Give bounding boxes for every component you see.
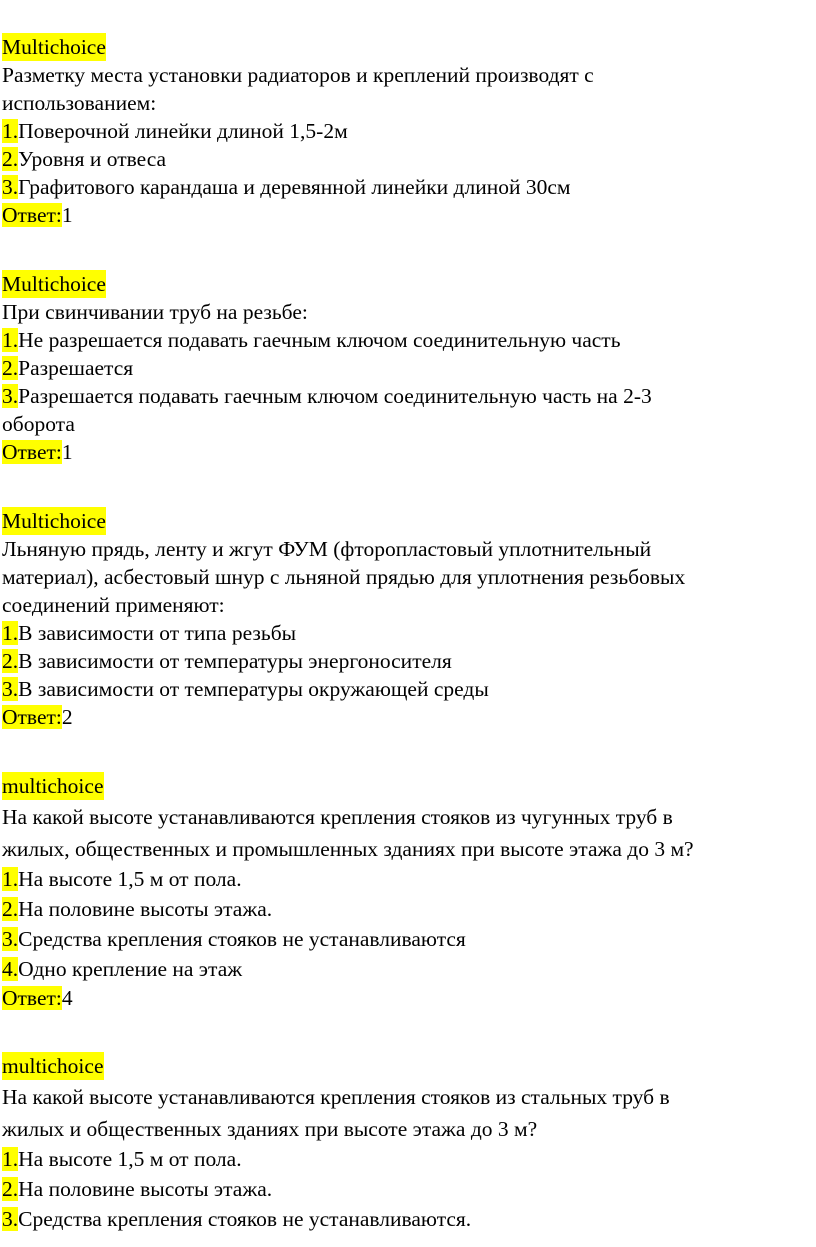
option-number: 2.	[2, 356, 19, 380]
option-text: Средства крепления стояков не устанавливаются.	[18, 1207, 472, 1231]
option-item	[2, 864, 802, 894]
option-number: 2.	[2, 1177, 19, 1201]
question-type-label: Multichoice	[2, 35, 106, 59]
question-text: На какой высоте устанавливаются крепления стояков из стальных труб в	[2, 1085, 670, 1109]
option-number: 4.	[2, 957, 19, 981]
answer-value: 1	[61, 203, 73, 227]
answer-line	[2, 438, 802, 466]
question-text: На какой высоте устанавливаются крепления стояков из чугунных труб в	[2, 805, 673, 829]
option-text: Не разрешается подавать гаечным ключом соединительную часть	[18, 328, 621, 352]
option-text: Одно крепление на этаж	[18, 957, 243, 981]
question-text: соединений применяют:	[2, 593, 225, 617]
option-number: 3.	[2, 175, 19, 199]
option-item	[2, 117, 802, 145]
question-text: При свинчивании труб на резьбе:	[2, 300, 308, 324]
option-number: 1.	[2, 1147, 19, 1171]
option-text: Средства крепления стояков не устанавливаются	[18, 927, 466, 951]
answer-value: 1	[61, 440, 73, 464]
option-item	[2, 1174, 802, 1204]
option-number: 3.	[2, 384, 19, 408]
question-block	[2, 270, 802, 466]
question-type-label: multichoice	[2, 774, 104, 798]
question-type-label: Multichoice	[2, 272, 106, 296]
option-item	[2, 894, 802, 924]
question-text: использованием:	[2, 91, 157, 115]
option-item	[2, 1144, 802, 1174]
option-text: В зависимости от температуры окружающей среды	[18, 677, 489, 701]
option-item	[2, 173, 802, 201]
question-text: Разметку места установки радиаторов и креплений производят с	[2, 63, 594, 87]
option-item	[2, 924, 802, 954]
question-block	[2, 772, 802, 1012]
option-item	[2, 145, 802, 173]
question-type-label: Multichoice	[2, 509, 106, 533]
option-text: На высоте 1,5 м от пола.	[18, 1147, 242, 1171]
option-text: В зависимости от типа резьбы	[18, 621, 297, 645]
answer-value: 2	[61, 705, 73, 729]
answer-label: Ответ:	[2, 986, 62, 1010]
answer-value: 4	[61, 986, 73, 1010]
answer-label: Ответ:	[2, 705, 62, 729]
question-text: материал), асбестовый шнур с льняной прядью для уплотнения резьбовых	[2, 565, 686, 589]
option-text: Поверочной линейки длиной 1,5-2м	[18, 119, 348, 143]
option-item	[2, 954, 802, 984]
answer-line	[2, 703, 802, 731]
question-block	[2, 33, 802, 229]
option-item	[2, 354, 802, 382]
option-number: 2.	[2, 649, 19, 673]
option-item	[2, 382, 802, 410]
option-text: Графитового карандаша и деревянной линейки длиной 30см	[18, 175, 571, 199]
answer-line	[2, 201, 802, 229]
option-item	[2, 619, 802, 647]
option-number: 2.	[2, 897, 19, 921]
option-number: 1.	[2, 119, 19, 143]
option-item	[2, 675, 802, 703]
question-block	[2, 1052, 802, 1234]
option-text: Разрешается подавать гаечным ключом соединительную часть на 2-3	[18, 384, 652, 408]
question-text: Льняную прядь, ленту и жгут ФУМ (фторопластовый уплотнительный	[2, 537, 652, 561]
option-item	[2, 647, 802, 675]
option-item	[2, 1204, 802, 1234]
question-text: жилых, общественных и промышленных зданиях при высоте этажа до 3 м?	[2, 837, 694, 861]
answer-label: Ответ:	[2, 440, 62, 464]
option-number: 3.	[2, 927, 19, 951]
option-text: На высоте 1,5 м от пола.	[18, 867, 242, 891]
question-text: жилых и общественных зданиях при высоте этажа до 3 м?	[2, 1117, 538, 1141]
option-number: 2.	[2, 147, 19, 171]
option-number: 3.	[2, 677, 19, 701]
option-text: Разрешается	[18, 356, 134, 380]
option-text: Уровня и отвеса	[18, 147, 167, 171]
question-block	[2, 507, 802, 731]
option-text: В зависимости от температуры энергоносителя	[18, 649, 452, 673]
option-text: На половине высоты этажа.	[18, 897, 273, 921]
question-type-label: multichoice	[2, 1054, 104, 1078]
option-text: На половине высоты этажа.	[18, 1177, 273, 1201]
option-number: 1.	[2, 621, 19, 645]
option-number: 1.	[2, 867, 19, 891]
option-number: 3.	[2, 1207, 19, 1231]
option-item	[2, 326, 802, 354]
option-number: 1.	[2, 328, 19, 352]
answer-label: Ответ:	[2, 203, 62, 227]
answer-line	[2, 984, 802, 1012]
option-text-continued: оборота	[2, 412, 75, 436]
